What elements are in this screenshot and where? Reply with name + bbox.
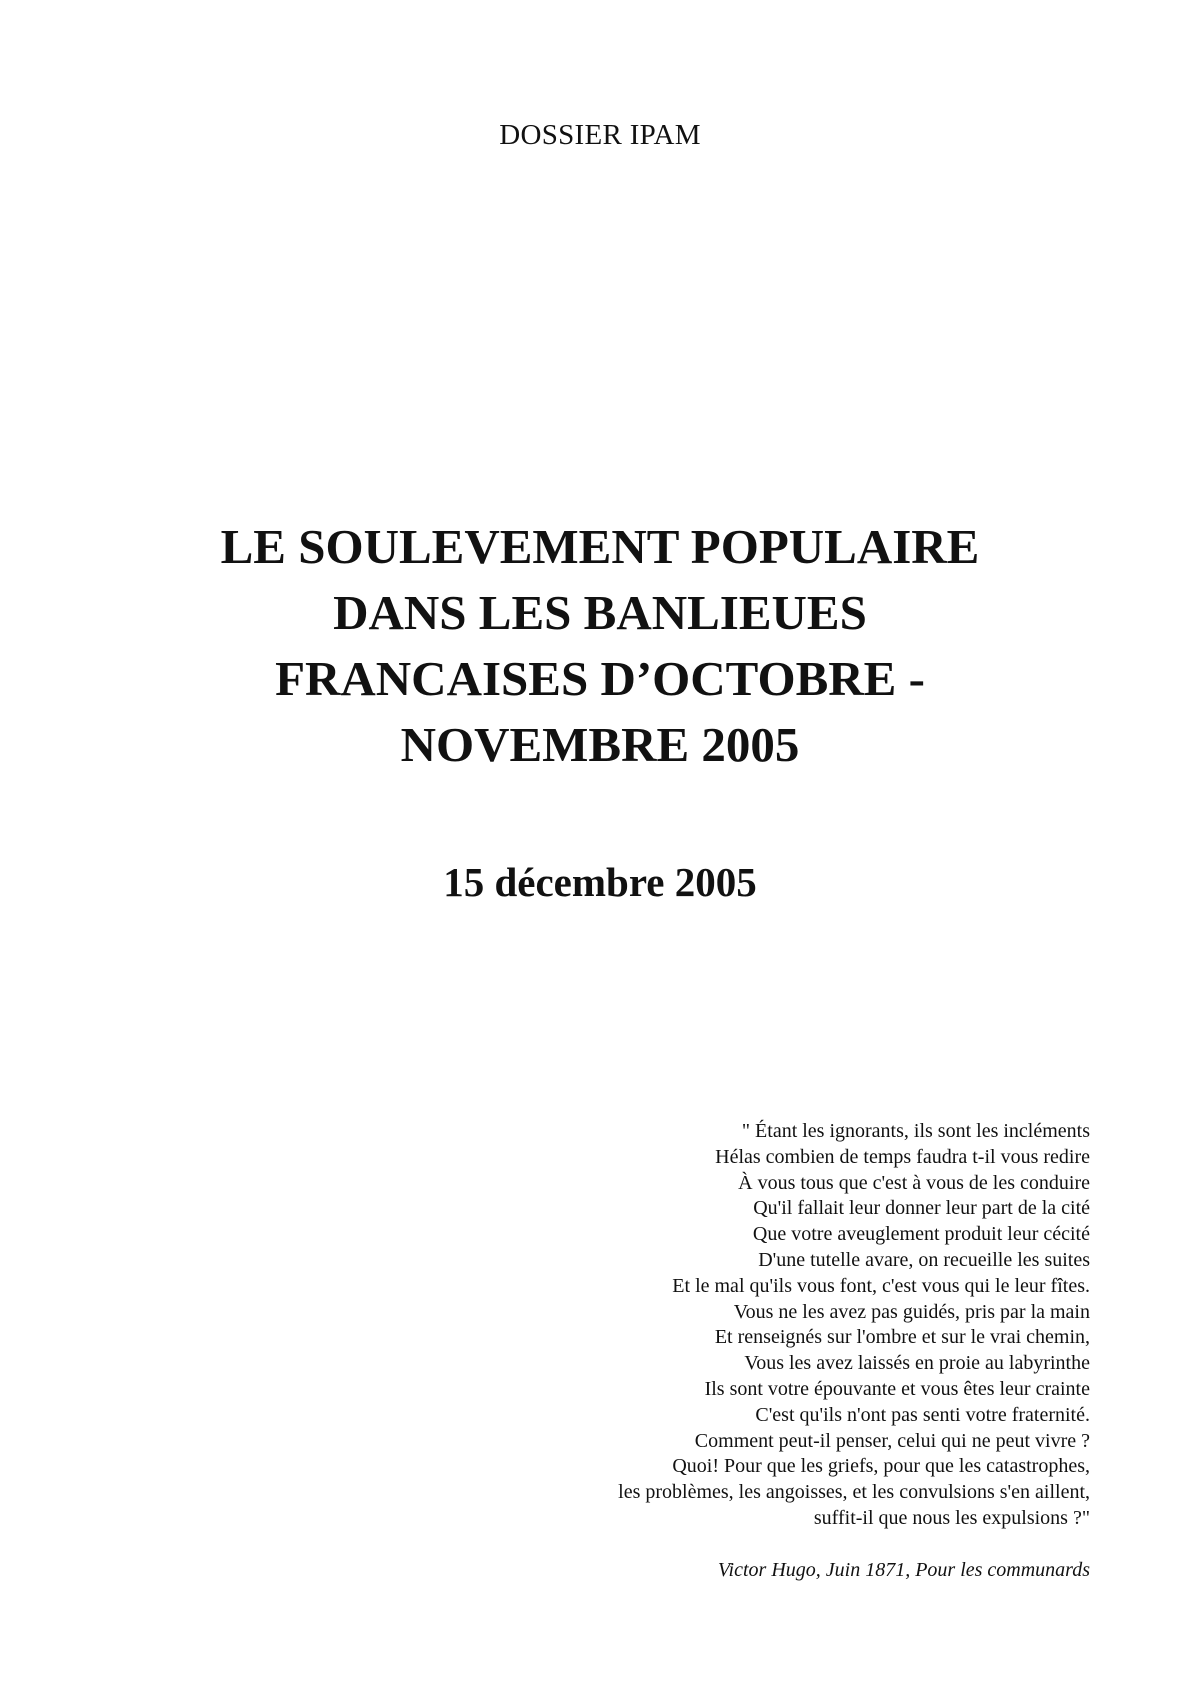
epigraph-line: Et le mal qu'ils vous font, c'est vous qui le leur fîtes. xyxy=(672,1274,1090,1297)
epigraph-line: " Étant les ignorants, ils sont les incléments xyxy=(741,1120,1090,1142)
epigraph-line: À vous tous que c'est à vous de les conduire xyxy=(738,1171,1090,1194)
epigraph-line: Que votre aveuglement produit leur cécité xyxy=(752,1223,1090,1246)
epigraph-line: Et renseignés sur l'ombre et sur le vrai chemin, xyxy=(714,1326,1090,1349)
epigraph-line: Vous ne les avez pas guidés, pris par la main xyxy=(733,1300,1090,1323)
title-line: NOVEMBRE 2005 xyxy=(400,717,800,772)
epigraph-line: Comment peut-il penser, celui qui ne peut vivre ? xyxy=(694,1429,1090,1452)
epigraph-line: Quoi! Pour que les griefs, pour que les catastrophes, xyxy=(672,1455,1090,1478)
title-line: LE SOULEVEMENT POPULAIRE xyxy=(220,519,980,574)
document-title xyxy=(0,514,1200,778)
epigraph-line: C'est qu'ils n'ont pas senti votre fraternité. xyxy=(755,1403,1090,1426)
document-date: 15 décembre 2005 xyxy=(443,859,757,905)
epigraph-quote xyxy=(390,1119,1090,1532)
document-header: DOSSIER IPAM xyxy=(499,119,701,151)
epigraph-line: Ils sont votre épouvante et vous êtes leur crainte xyxy=(704,1377,1090,1400)
epigraph-line: suffit-il que nous les expulsions ?" xyxy=(813,1506,1090,1529)
title-line: FRANCAISES D’OCTOBRE - xyxy=(275,651,925,706)
epigraph-attribution: Victor Hugo, Juin 1871, Pour les communards xyxy=(717,1559,1090,1581)
epigraph-line: D'une tutelle avare, on recueille les suites xyxy=(758,1248,1090,1271)
epigraph-line: Hélas combien de temps faudra t-il vous redire xyxy=(715,1145,1090,1168)
epigraph-line: Vous les avez laissés en proie au labyrinthe xyxy=(744,1352,1090,1375)
title-line: DANS LES BANLIEUES xyxy=(333,585,867,640)
epigraph-line: Qu'il fallait leur donner leur part de la cité xyxy=(753,1197,1090,1220)
epigraph-line: les problèmes, les angoisses, et les convulsions s'en aillent, xyxy=(618,1481,1090,1504)
